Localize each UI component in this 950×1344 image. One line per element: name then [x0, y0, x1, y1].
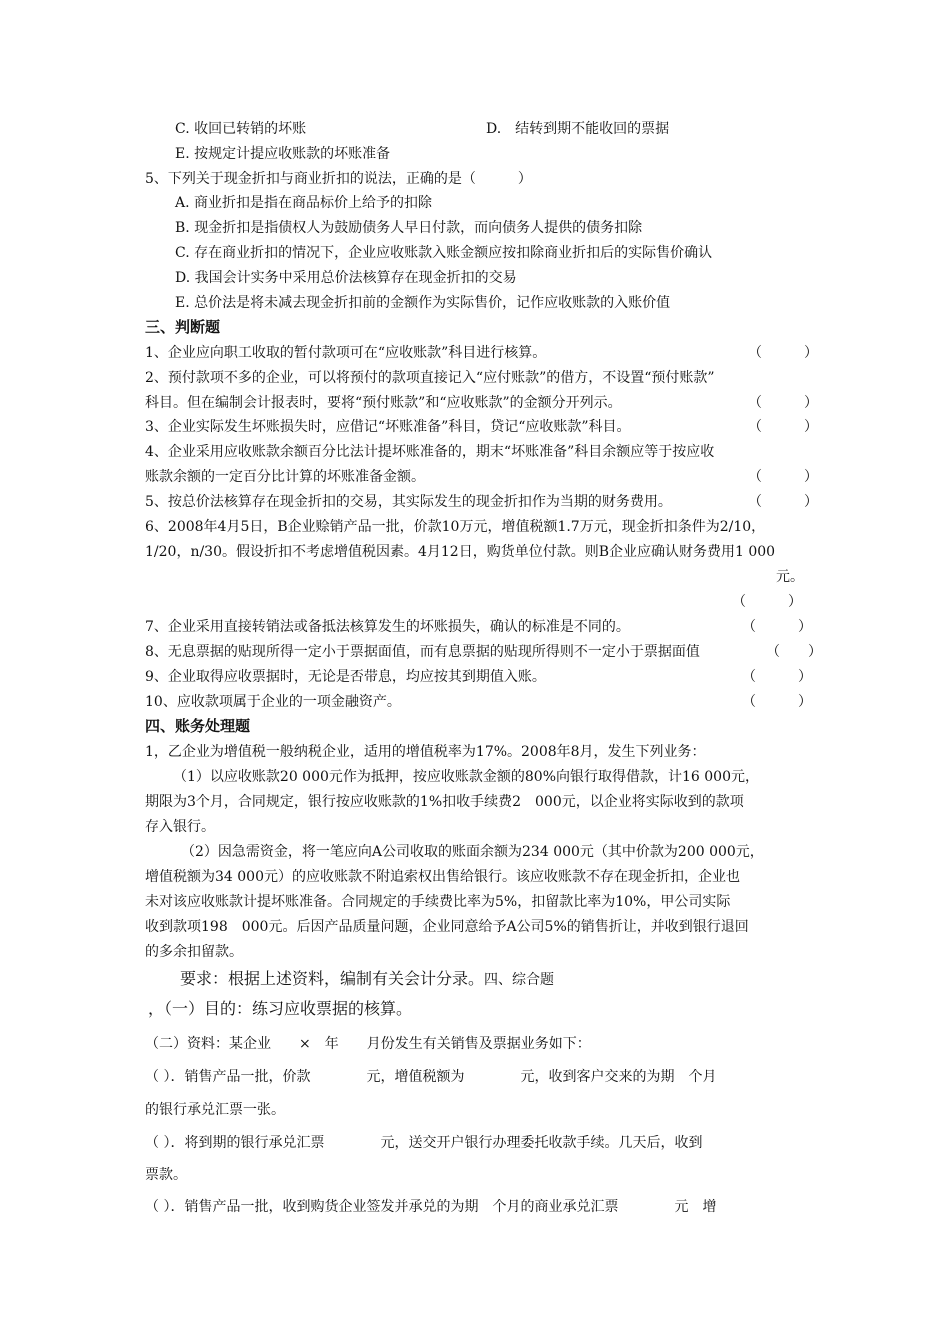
- question-5-option-d: D. 我国会计实务中采用总价法核算存在现金折扣的交易: [175, 270, 517, 286]
- problem-1-item-2-line-3: 未对该应收账款计提坏账准备。合同规定的手续费比率为5%，扣留款比率为10%，甲公司实际: [145, 894, 731, 910]
- judgment-10: 10、应收款项属于企业的一项金融资产。: [145, 694, 401, 710]
- comprehensive-material: （二）资料：某企业 × 年 月份发生有关销售及票据业务如下：: [145, 1036, 591, 1052]
- judgment-4-line-2: 账款余额的一定百分比计算的坏账准备金额。: [145, 469, 425, 485]
- answer-blank-7: （ ）: [742, 619, 812, 635]
- option-c: C. 收回已转销的坏账: [175, 121, 307, 137]
- judgment-1: 1、企业应向职工收取的暂付款项可在“应收账款”科目进行核算。: [145, 345, 547, 361]
- business-1-line-2: 的银行承兑汇票一张。: [145, 1102, 285, 1118]
- business-1-line-1: （ ）．销售产品一批，价款 元，增值税额为 元，收到客户交来的为期 个月: [145, 1069, 717, 1085]
- business-2-line-2: 票款。: [145, 1167, 187, 1183]
- problem-1-item-1-line-3: 存入银行。: [145, 819, 215, 835]
- section-heading-comprehensive: 四、综合题: [484, 972, 555, 988]
- answer-blank-1: （ ）: [748, 345, 818, 361]
- requirement-text: 要求：根据上述资料，编制有关会计分录。: [180, 969, 485, 988]
- answer-blank-9: （ ）: [742, 669, 812, 685]
- business-2-line-1: （ ）．将到期的银行承兑汇票 元，送交开户银行办理委托收款手续。几天后，收到: [145, 1135, 703, 1151]
- problem-1-item-1-line-2: 期限为3个月，合同规定，银行按应收账款的1%扣收手续费2 000元，以企业将实际收到的款项: [145, 794, 744, 810]
- problem-1-item-2-line-4: 收到款项198 000元。后因产品质量问题，企业同意给予A公司5%的销售折让，并收到银行退回: [145, 919, 749, 935]
- problem-1-item-2-line-2: 增值税额为34 000元）的应收账款不附追索权出售给银行。该应收账款不存在现金折扣，企业也: [145, 869, 740, 885]
- answer-blank-6: （ ）: [732, 594, 802, 610]
- problem-1-item-2-line-5: 的多余扣留款。: [145, 944, 243, 960]
- question-5-option-e: E. 总价法是将未减去现金折扣前的金额作为实际售价，记作应收账款的入账价值: [175, 295, 671, 311]
- answer-blank-3: （ ）: [748, 419, 818, 435]
- judgment-4-line-1: 4、企业采用应收账款余额百分比法计提坏账准备的，期末“坏账准备”科目余额应等于按应收: [145, 444, 715, 460]
- judgment-2-line-1: 2、预付款项不多的企业，可以将预付的款项直接记入“应付账款”的借方，不设置“预付账款”: [145, 370, 715, 386]
- judgment-6-line-2: 1/20，n/30。假设折扣不考虑增值税因素。4月12日，购货单位付款。则B企业应确认财务费用1 000: [145, 544, 776, 560]
- answer-blank-2: （ ）: [748, 395, 818, 411]
- answer-blank-4: （ ）: [748, 469, 818, 485]
- answer-blank-10: （ ）: [742, 694, 812, 710]
- problem-1-item-1-line-1: （1）以应收账款20 000元作为抵押，按应收账款金额的80%向银行取得借款，计16 000元，: [173, 769, 759, 785]
- option-d: D. 结转到期不能收回的票据: [486, 121, 670, 137]
- judgment-6-line-1: 6、2008年4月5日，B企业赊销产品一批，价款10万元，增值税额1.7万元，现金折扣条件为2/10，: [145, 519, 766, 535]
- question-5: 5、下列关于现金折扣与商业折扣的说法，正确的是（ ）: [145, 171, 532, 187]
- judgment-6-line-3: 元。: [776, 569, 804, 585]
- question-5-option-b: B. 现金折扣是指债权人为鼓励债务人早日付款，而向债务人提供的债务扣除: [175, 220, 643, 236]
- section-heading-judgment: 三、判断题: [145, 318, 221, 336]
- judgment-2-line-2: 科目。但在编制会计报表时，要将“预付账款”和“应收账款”的金额分开列示。: [145, 395, 622, 411]
- judgment-5: 5、按总价法核算存在现金折扣的交易，其实际发生的现金折扣作为当期的财务费用。: [145, 494, 672, 510]
- problem-1-intro: 1，乙企业为增值税一般纳税企业，适用的增值税率为17%。2008年8月，发生下列业务：: [145, 744, 706, 760]
- question-5-option-c: C. 存在商业折扣的情况下，企业应收账款入账金额应按扣除商业折扣后的实际售价确认: [175, 245, 713, 261]
- answer-blank-5: （ ）: [748, 494, 818, 510]
- option-e: E. 按规定计提应收账款的坏账准备: [175, 146, 391, 162]
- answer-blank-8: （ ）: [766, 644, 822, 660]
- section-heading-accounting: 四、账务处理题: [145, 717, 251, 735]
- business-3-line-1: （ ）．销售产品一批，收到购货企业签发并承兑的为期 个月的商业承兑汇票 元 增: [145, 1199, 717, 1215]
- requirement: [180, 970, 554, 989]
- judgment-9: 9、企业取得应收票据时，无论是否带息，均应按其到期值入账。: [145, 669, 546, 685]
- judgment-7: 7、企业采用直接转销法或备抵法核算发生的坏账损失，确认的标准是不同的。: [145, 619, 630, 635]
- comprehensive-goal: ，（一）目的：练习应收票据的核算。: [148, 999, 413, 1018]
- question-5-option-a: A. 商业折扣是指在商品标价上给予的扣除: [175, 195, 433, 211]
- judgment-3: 3、企业实际发生坏账损失时，应借记“坏账准备”科目，贷记“应收账款”科目。: [145, 419, 631, 435]
- judgment-8: 8、无息票据的贴现所得一定小于票据面值，而有息票据的贴现所得则不一定小于票据面值: [145, 644, 700, 660]
- problem-1-item-2-line-1: （2）因急需资金，将一笔应向A公司收取的账面余额为234 000元（其中价款为200 000元，: [181, 844, 764, 860]
